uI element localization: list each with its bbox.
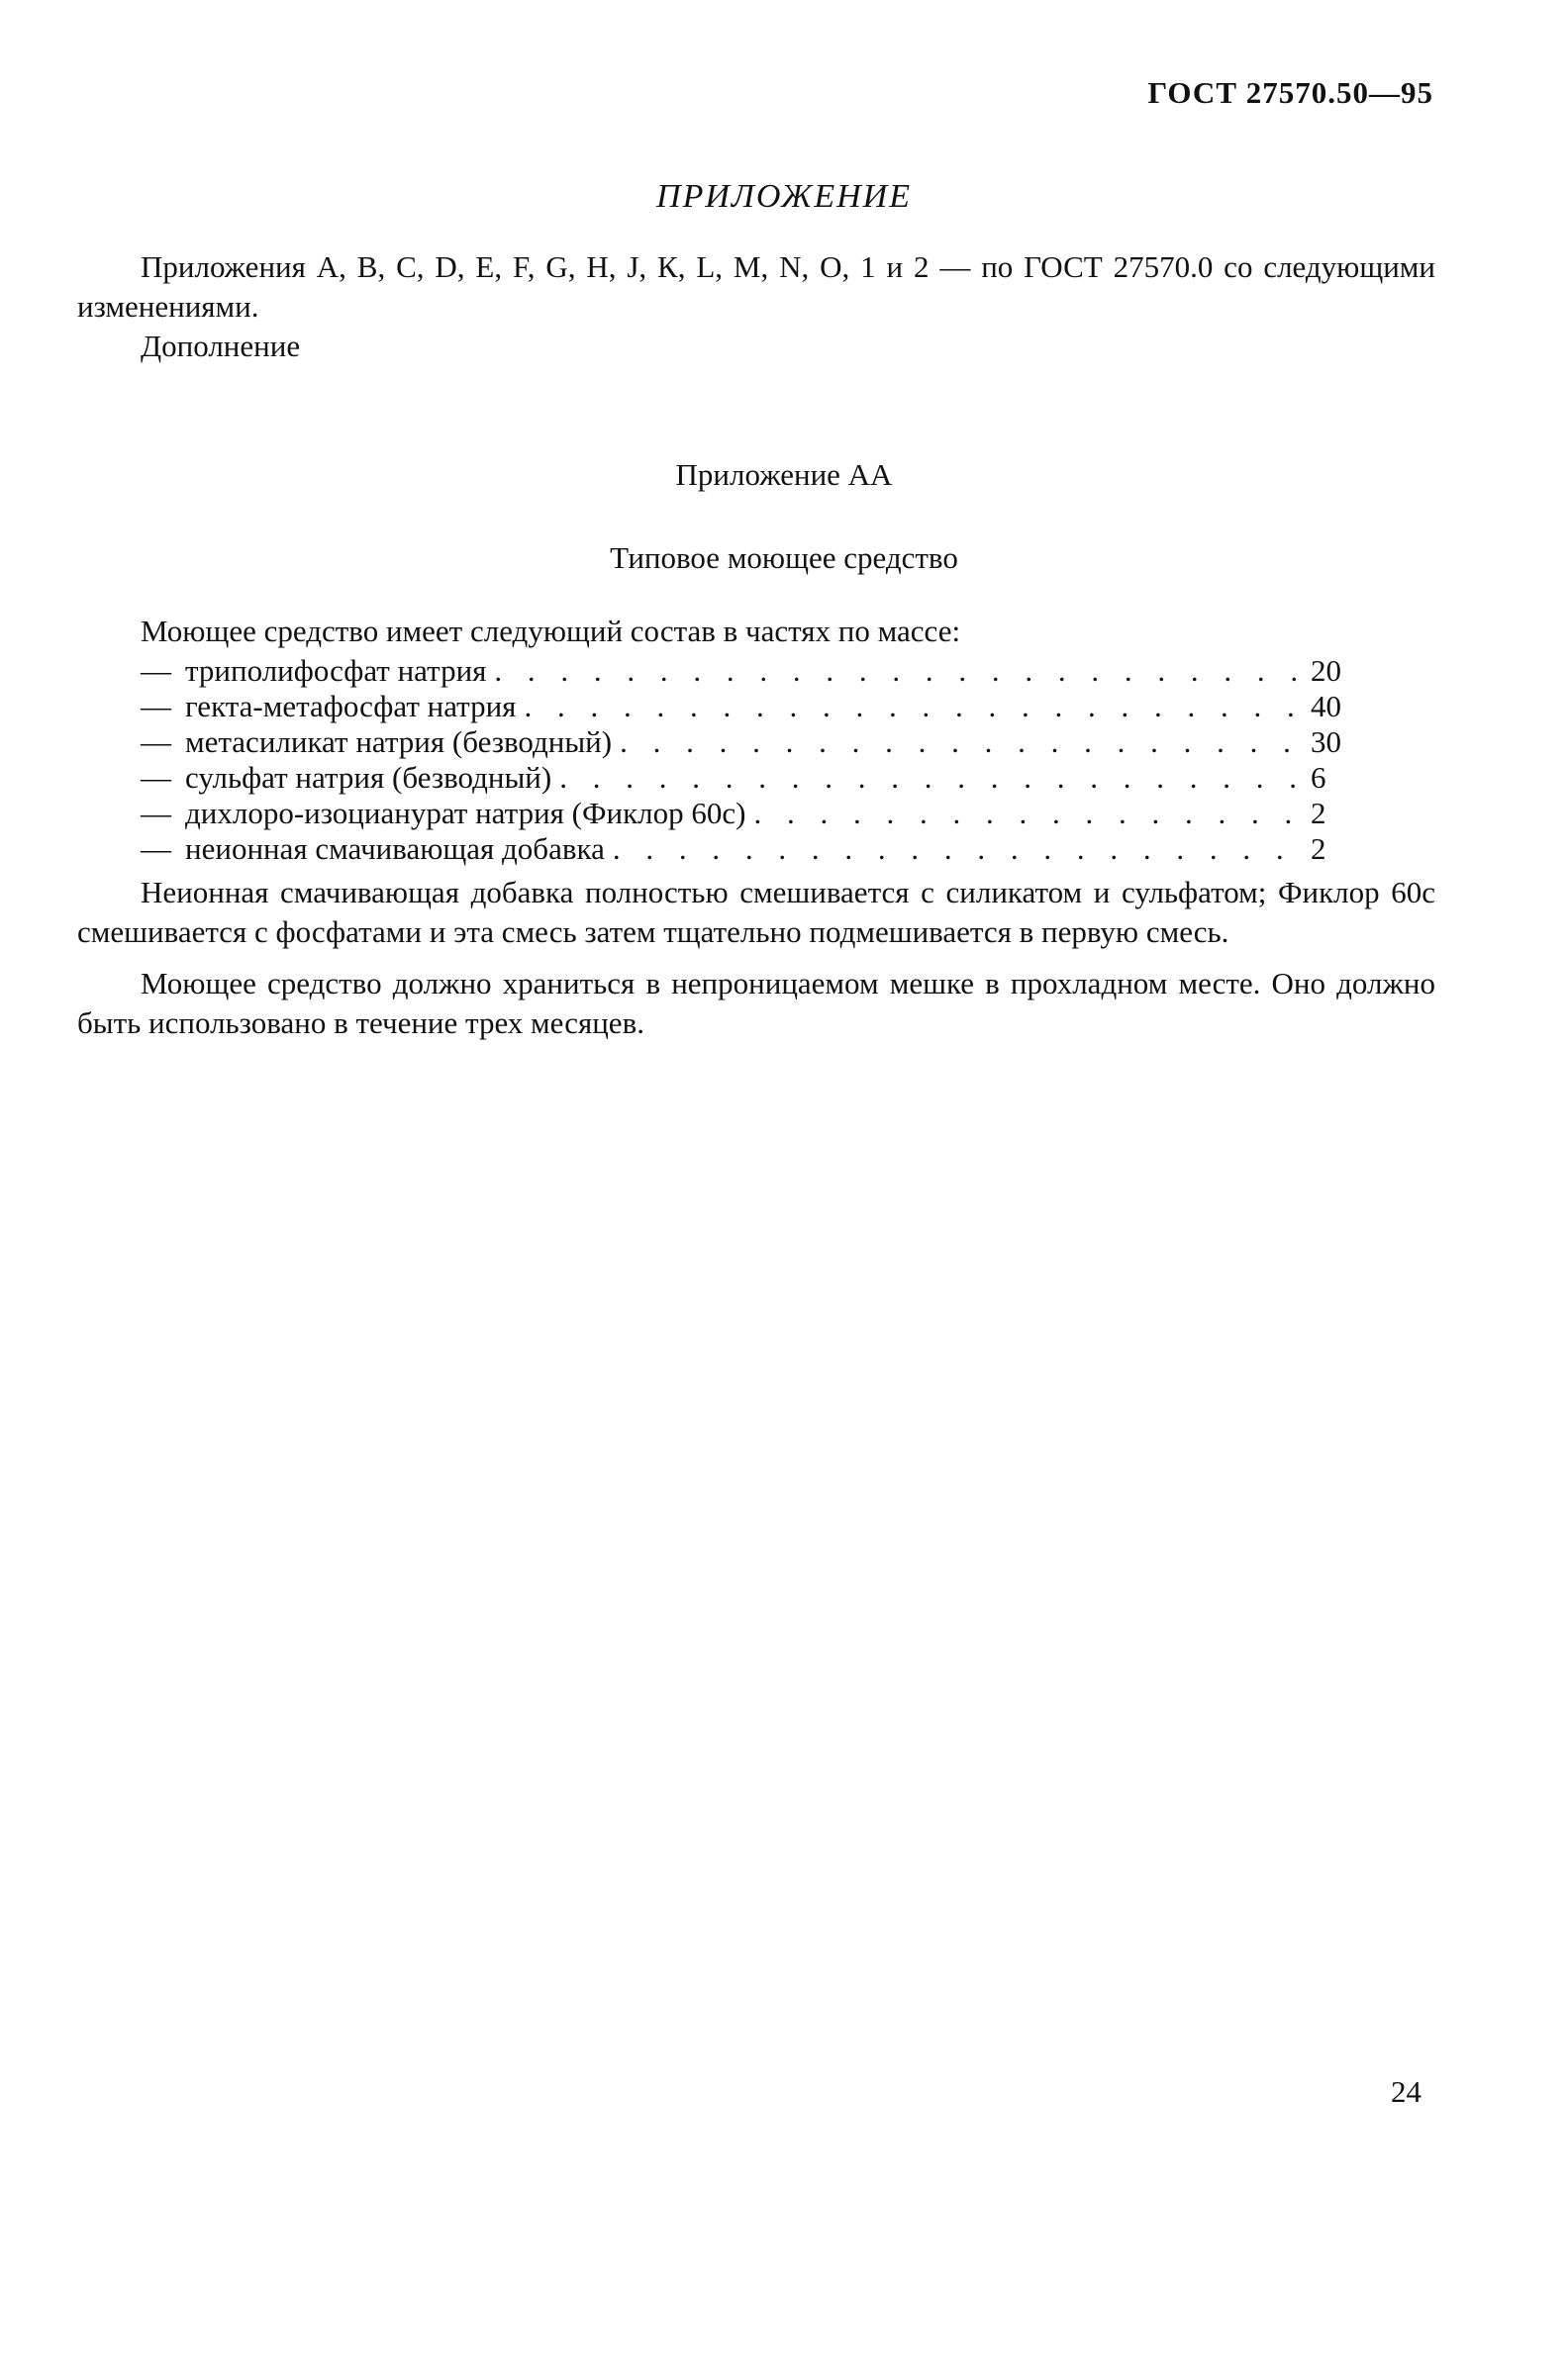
composition-section: [77, 614, 1435, 1043]
dot-leader: [524, 689, 1303, 724]
appendix-title: ПРИЛОЖЕНИЕ: [656, 178, 912, 215]
component-dash: —: [141, 689, 171, 723]
component-parts: 30: [1311, 724, 1341, 759]
component-item: [141, 724, 1346, 760]
component-name: гекта-метафосфат натрия: [185, 689, 517, 723]
component-dash: —: [141, 653, 171, 688]
component-dash: —: [141, 760, 171, 795]
dot-leader: [613, 831, 1303, 867]
supplement-label: Дополнение: [141, 329, 301, 363]
dot-leader: [753, 796, 1303, 831]
component-item: [141, 831, 1346, 867]
component-dash: —: [141, 831, 171, 866]
component-list: [77, 653, 1435, 867]
component-parts: 20: [1311, 653, 1341, 688]
component-parts: 6: [1311, 760, 1326, 795]
component-item: [141, 760, 1346, 796]
composition-lead: Моющее средство имеет следующий состав в частях по массе:: [141, 614, 961, 648]
component-name: метасиликат натрия (безводный): [185, 724, 613, 759]
appendix-intro-text: Приложения А, В, С, D, Е, F, G, Н, J, К, L, М, N, О, 1 и 2 — по ГОСТ 27570.0 со следующими изменениями.: [77, 249, 1435, 324]
component-name: дихлоро-изоцианурат натрия (Фиклор 60с): [185, 796, 746, 830]
dot-leader: [620, 724, 1303, 760]
component-item: [141, 689, 1346, 724]
component-name: триполифосфат натрия: [185, 653, 487, 688]
component-parts: 2: [1311, 796, 1326, 830]
component-parts: 2: [1311, 831, 1326, 866]
annex-heading: Приложение АА: [675, 457, 893, 492]
mixing-instructions: Неионная смачивающая добавка полностью смешивается с силикатом и сульфатом; Фиклор 60с смешивается с фосфатами и эта смесь затем тщательно подмешивается в первую смесь.: [77, 875, 1435, 949]
annex-subheading: Типовое моющее средство: [610, 540, 958, 575]
component-dash: —: [141, 724, 171, 759]
standard-code: ГОСТ 27570.50—95: [1147, 75, 1433, 110]
dot-leader: [494, 653, 1303, 689]
component-item: [141, 653, 1346, 689]
component-dash: —: [141, 796, 171, 830]
component-name: неионная смачивающая добавка: [185, 831, 605, 866]
page-number: 24: [1391, 2074, 1421, 2109]
component-item: [141, 796, 1346, 831]
dot-leader: [559, 760, 1303, 796]
storage-instructions: Моющее средство должно храниться в непроницаемом мешке в прохладном месте. Оно должно быть использовано в течение трех месяцев.: [77, 966, 1435, 1040]
appendix-intro: [77, 247, 1435, 366]
component-parts: 40: [1311, 689, 1341, 723]
component-name: сульфат натрия (безводный): [185, 760, 552, 795]
